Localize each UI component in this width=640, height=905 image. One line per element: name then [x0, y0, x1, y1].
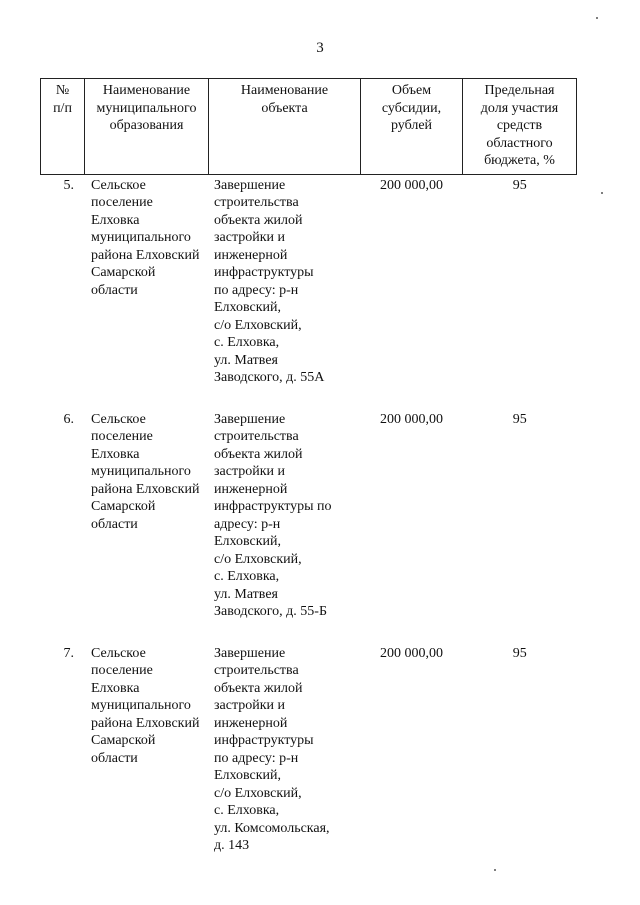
row-share: 95: [512, 645, 527, 661]
row-municipality: Сельское поселение Елховка муниципального района Елховский Самарской области: [91, 177, 200, 298]
table-row: [41, 409, 577, 643]
row-share: 95: [512, 177, 527, 193]
page-number: 3: [316, 40, 324, 56]
row-subsidy: 200 000,00: [380, 177, 443, 193]
subsidy-table: [40, 78, 577, 877]
header-num: № п/п: [41, 79, 85, 175]
header-share: Предельная доля участия средств областного бюджета, %: [463, 79, 577, 175]
row-object: Завершение строительства объекта жилой застройки и инженерной инфраструктуры по адресу: р-н Елховский, с/о Елховский, с. Елховка, ул. Матвея Заводского, д. 55А: [214, 177, 325, 385]
row-subsidy: 200 000,00: [380, 645, 443, 661]
header-municipality: Наименование муниципального образования: [85, 79, 209, 175]
row-num: 6.: [63, 411, 74, 427]
header-object: Наименование объекта: [209, 79, 361, 175]
scan-speck: [596, 17, 598, 19]
row-municipality: Сельское поселение Елховка муниципального района Елховский Самарской области: [91, 645, 200, 766]
row-object: Завершение строительства объекта жилой застройки и инженерной инфраструктуры по адресу: р-н Елховский, с/о Елховский, с. Елховка, ул. Матвея Заводского, д. 55-Б: [214, 411, 332, 619]
row-num: 7.: [63, 645, 74, 661]
table-row: [41, 174, 577, 409]
row-object: Завершение строительства объекта жилой застройки и инженерной инфраструктуры по адресу: р-н Елховский, с/о Елховский, с. Елховка, ул. Комсомольская, д. 143: [214, 645, 330, 853]
table-header-row: [41, 79, 577, 175]
row-share: 95: [512, 411, 527, 427]
row-num: 5.: [63, 177, 74, 193]
header-subsidy: Объем субсидии, рублей: [361, 79, 463, 175]
scan-speck: [601, 192, 603, 194]
row-subsidy: 200 000,00: [380, 411, 443, 427]
row-municipality: Сельское поселение Елховка муниципального района Елховский Самарской области: [91, 411, 200, 532]
scan-speck: [494, 869, 496, 871]
table-row: [41, 643, 577, 877]
